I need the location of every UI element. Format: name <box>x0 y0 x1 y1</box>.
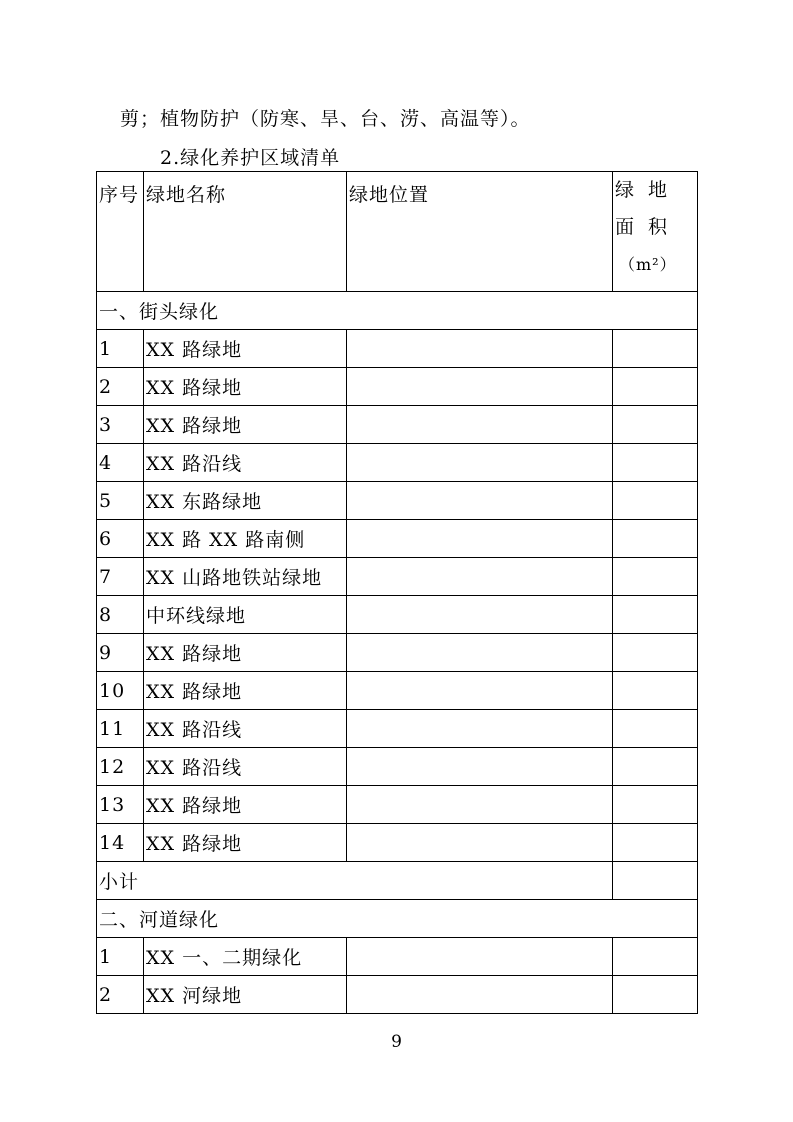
row-area <box>613 824 698 862</box>
table-row <box>97 596 698 634</box>
row-area <box>613 634 698 672</box>
row-area <box>613 444 698 482</box>
table-row <box>97 786 698 824</box>
row-area <box>613 672 698 710</box>
row-location <box>347 596 613 634</box>
row-seq: 2 <box>97 976 144 1014</box>
row-seq: 14 <box>97 824 144 862</box>
row-location <box>347 634 613 672</box>
row-name: XX 路沿线 <box>144 748 347 786</box>
table-row <box>97 330 698 368</box>
table-row <box>97 406 698 444</box>
row-name: XX 路绿地 <box>144 824 347 862</box>
subtotal-value <box>613 862 698 900</box>
row-location <box>347 558 613 596</box>
table-row <box>97 748 698 786</box>
header-seq: 序号 <box>97 172 144 292</box>
table-row <box>97 824 698 862</box>
row-seq: 6 <box>97 520 144 558</box>
row-location <box>347 824 613 862</box>
table-row <box>97 710 698 748</box>
row-location <box>347 406 613 444</box>
row-seq: 8 <box>97 596 144 634</box>
row-area <box>613 330 698 368</box>
row-area <box>613 558 698 596</box>
table-row <box>97 634 698 672</box>
table-row <box>97 558 698 596</box>
row-area <box>613 938 698 976</box>
row-seq: 4 <box>97 444 144 482</box>
page-number: 9 <box>391 1032 402 1052</box>
row-location <box>347 710 613 748</box>
row-area <box>613 976 698 1014</box>
row-area <box>613 482 698 520</box>
row-name: XX 山路地铁站绿地 <box>144 558 347 596</box>
table-row <box>97 482 698 520</box>
row-name: XX 路绿地 <box>144 634 347 672</box>
row-location <box>347 368 613 406</box>
row-seq: 13 <box>97 786 144 824</box>
row-seq: 1 <box>97 330 144 368</box>
row-name: 中环线绿地 <box>144 596 347 634</box>
row-seq: 9 <box>97 634 144 672</box>
row-location <box>347 444 613 482</box>
table-row <box>97 368 698 406</box>
subtotal-label: 小计 <box>97 862 613 900</box>
row-location <box>347 786 613 824</box>
section-title: 2.绿化养护区域清单 <box>160 147 341 169</box>
group-title: 一、街头绿化 <box>97 292 698 330</box>
row-seq: 7 <box>97 558 144 596</box>
header-area-unit: （m²） <box>619 255 677 274</box>
row-name: XX 路沿线 <box>144 710 347 748</box>
row-location <box>347 330 613 368</box>
row-location <box>347 976 613 1014</box>
row-seq: 11 <box>97 710 144 748</box>
row-location <box>347 672 613 710</box>
row-name: XX 路绿地 <box>144 672 347 710</box>
row-location <box>347 748 613 786</box>
table-header-row <box>97 172 698 292</box>
row-location <box>347 520 613 558</box>
header-area-label: 绿地面积 <box>615 179 682 238</box>
row-seq: 12 <box>97 748 144 786</box>
row-area <box>613 786 698 824</box>
row-name: XX 路 XX 路南侧 <box>144 520 347 558</box>
group-title-row <box>97 292 698 330</box>
table-row <box>97 938 698 976</box>
group-title: 二、河道绿化 <box>97 900 698 938</box>
row-seq: 5 <box>97 482 144 520</box>
row-seq: 3 <box>97 406 144 444</box>
subtotal-row <box>97 862 698 900</box>
table-row <box>97 444 698 482</box>
intro-line: 剪；植物防护（防寒、旱、台、涝、高温等）。 <box>120 108 531 130</box>
row-name: XX 路绿地 <box>144 786 347 824</box>
greening-area-table <box>96 171 698 1014</box>
row-name: XX 一、二期绿化 <box>144 938 347 976</box>
row-area <box>613 368 698 406</box>
row-seq: 10 <box>97 672 144 710</box>
row-area <box>613 710 698 748</box>
header-name: 绿地名称 <box>144 172 347 292</box>
table-row <box>97 976 698 1014</box>
row-name: XX 东路绿地 <box>144 482 347 520</box>
row-location <box>347 938 613 976</box>
header-location: 绿地位置 <box>347 172 613 292</box>
row-area <box>613 406 698 444</box>
table-row <box>97 672 698 710</box>
group-title-row <box>97 900 698 938</box>
row-name: XX 路绿地 <box>144 406 347 444</box>
row-location <box>347 482 613 520</box>
header-area <box>613 172 698 292</box>
row-area <box>613 520 698 558</box>
row-area <box>613 596 698 634</box>
row-area <box>613 748 698 786</box>
table-row <box>97 520 698 558</box>
row-name: XX 路绿地 <box>144 368 347 406</box>
row-name: XX 路绿地 <box>144 330 347 368</box>
row-name: XX 路沿线 <box>144 444 347 482</box>
row-seq: 1 <box>97 938 144 976</box>
row-name: XX 河绿地 <box>144 976 347 1014</box>
row-seq: 2 <box>97 368 144 406</box>
